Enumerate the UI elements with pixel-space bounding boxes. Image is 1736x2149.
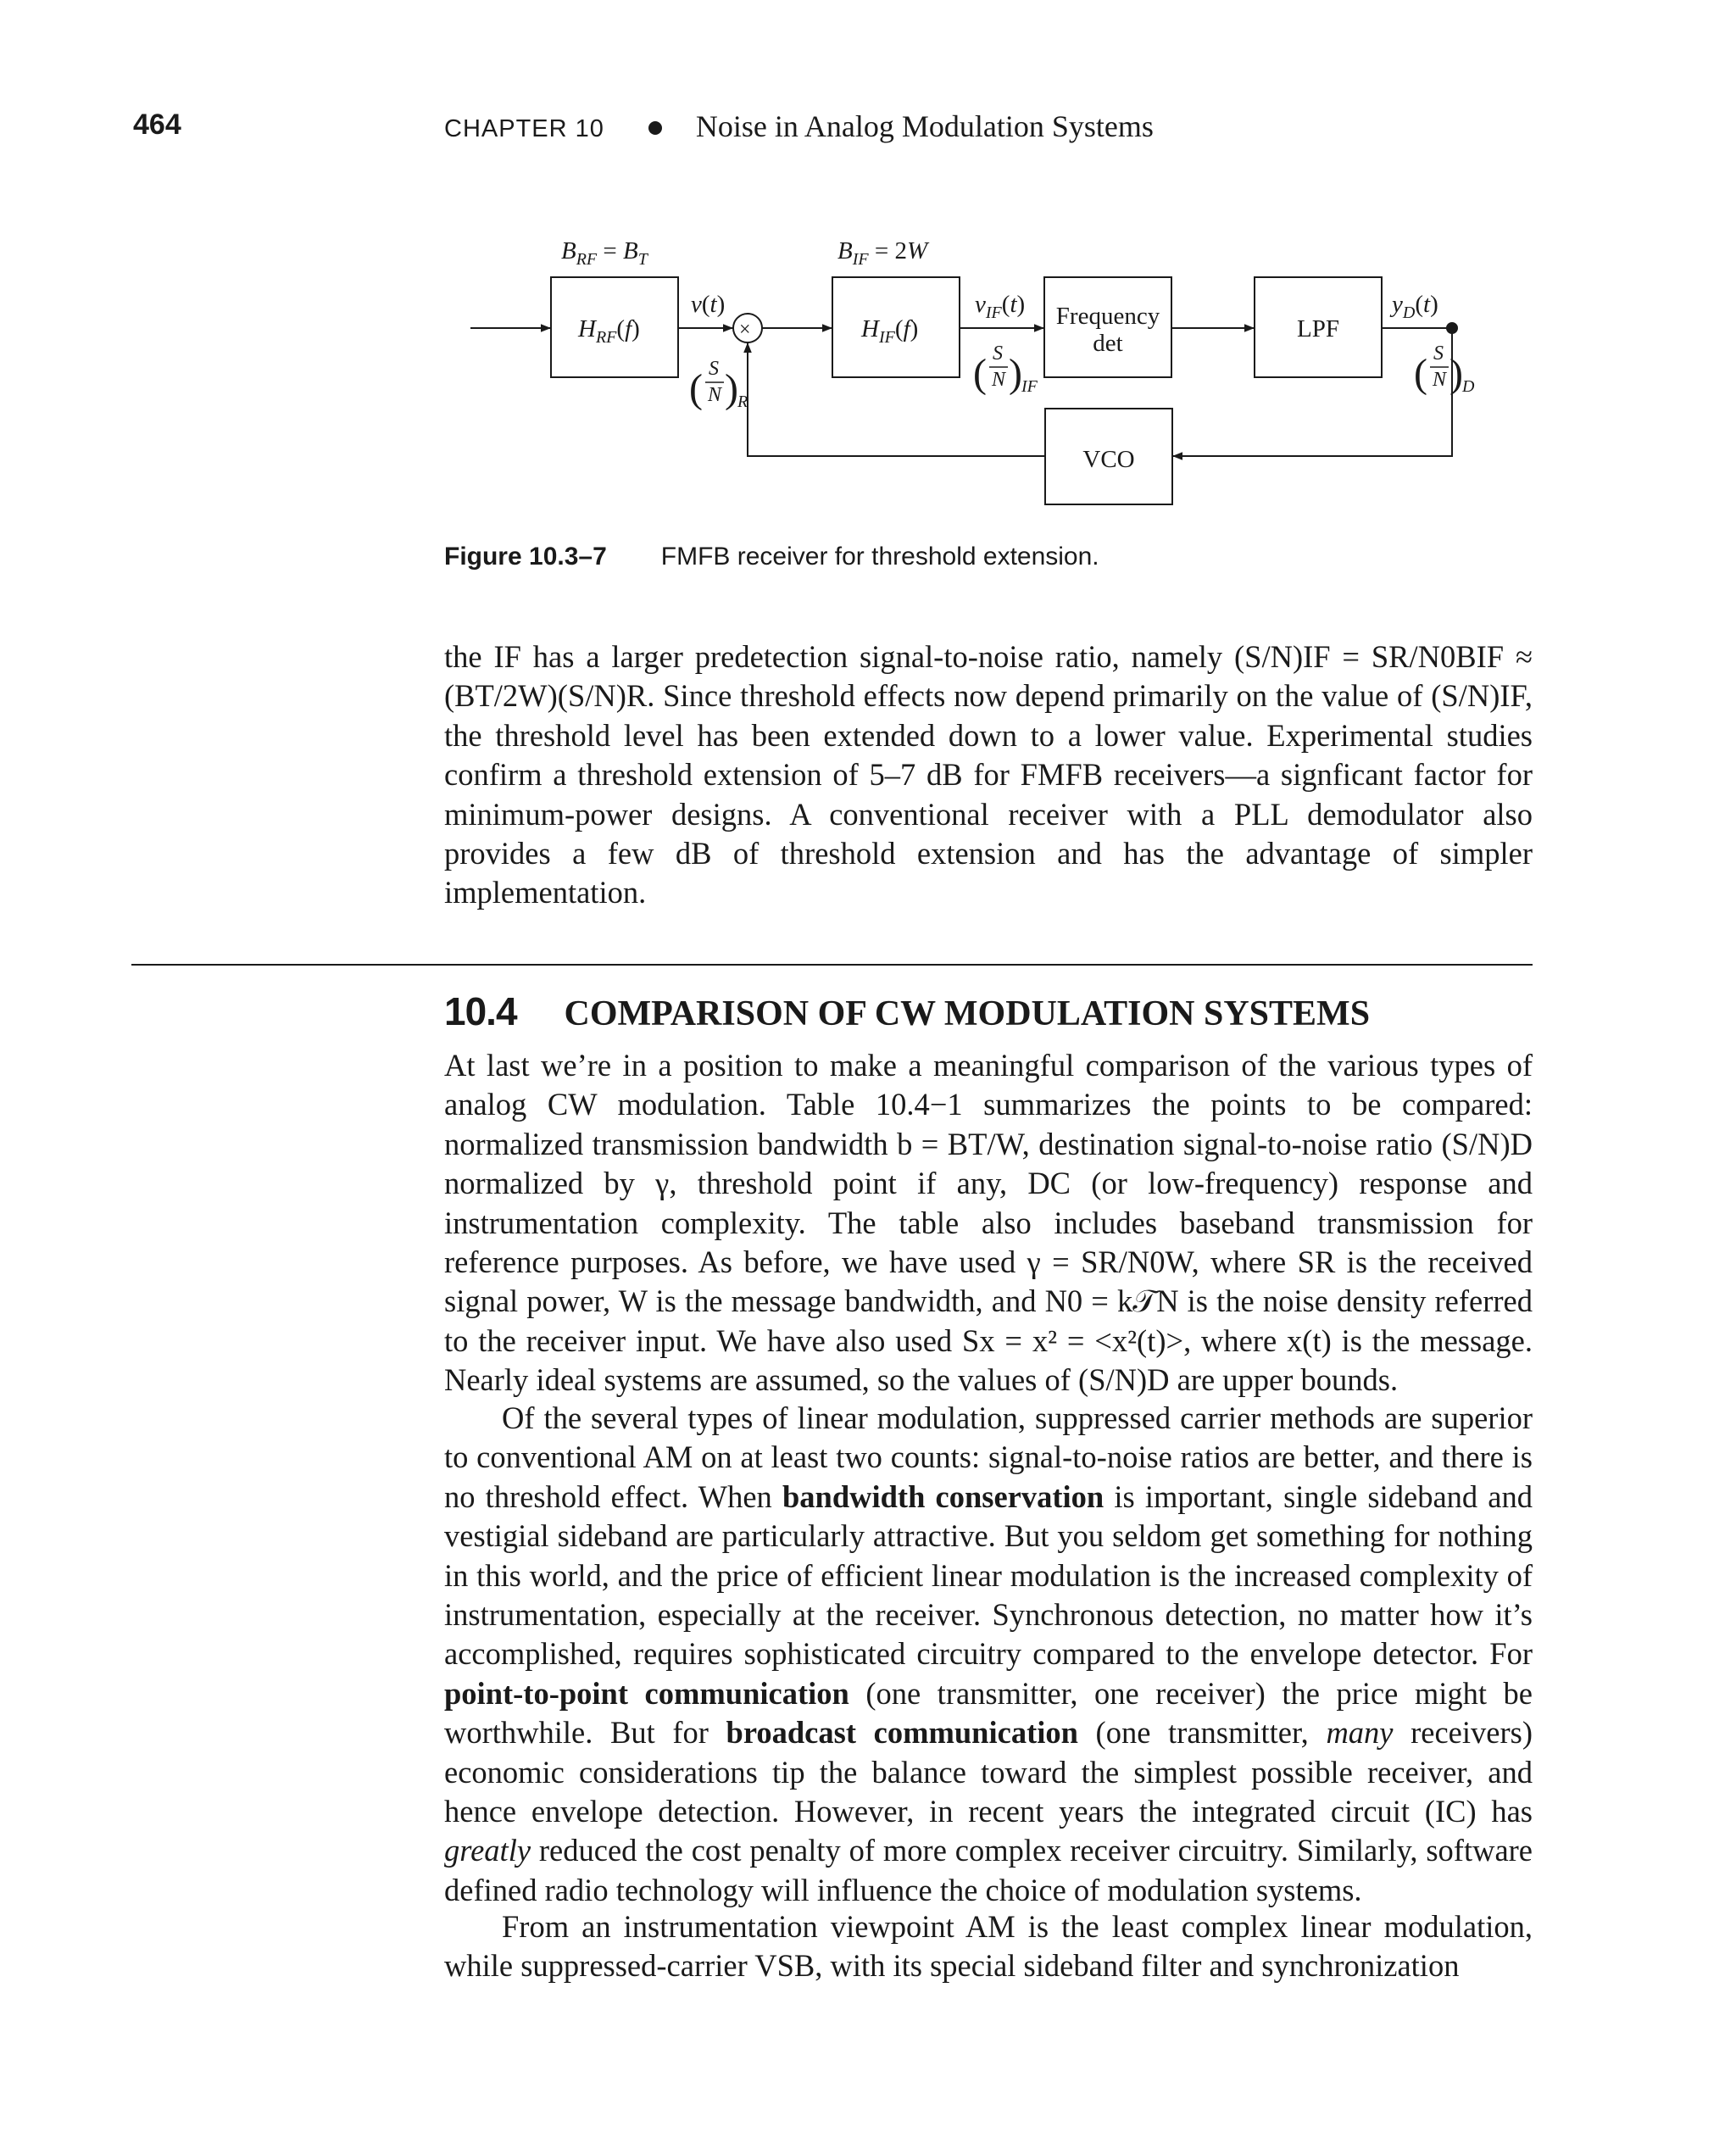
svg-text:S: S [993,342,1003,365]
fmfb-block-diagram [466,229,1534,517]
text-run: (one transmitter, [1095,1715,1309,1751]
svg-text:BIF = 2W: $B_{IF} = 2W$ [837,237,928,269]
svg-text:Frequency: Frequency [1055,303,1160,330]
snr-r-label [689,358,748,411]
intro-paragraph [444,637,1533,913]
svg-text:(: ( [689,366,703,411]
chapter-label: CHAPTER 10 [444,115,604,142]
text-run: is important, single sideband and vestigial sideband are particularly attractive. But you seldom get something for nothing in this world, and the price of efficient linear modulation is the increased complexity of instrumentation, especially at the receiver. Synchronous detection, no matter how it’s accomplished, requires sophisticated circuitry compared to the envelope detector. For [444,1478,1533,1672]
section-title: COMPARISON OF CW MODULATION SYSTEMS [564,994,1371,1033]
svg-text:vIF(t): $v_{IF}(t)$ [975,291,1026,322]
svg-text:N: N [1433,369,1447,391]
figure-caption [444,543,1099,571]
intro-sentence-1: the IF has a larger predetection signal-to-noise ratio, namely (S/N)IF = SR/N0BIF ≈ (BT/2W)(S/N)R. [444,639,1533,714]
section-sentence-2: The table also includes baseband transmission for reference purposes. As before, we have used γ = SR/N0W, where SR is the received signal power, W is the message bandwidth, and N0 = k𝒯N is the noise density referred to the receiver input. We have also used Sx = x² = <x²(t)>, where x(t) is the message. Nearly ideal systems are assumed, so the values of (S/N)D are upper bounds. [444,1205,1533,1398]
svg-text:S: S [709,358,719,380]
text-run: (one transmitter, one receiver) the price might be worthwhile. But for [444,1675,1533,1751]
page-number: 464 [133,109,181,141]
rf-filter-block [551,277,678,377]
chapter-title: Noise in Analog Modulation Systems [695,109,1154,143]
emphasis-many: many [1326,1715,1394,1751]
snr-if-label [973,342,1038,396]
section-sentence-1: At last we’re in a position to make a meaningful comparison of the various types of analog CW modulation. Table 10.4−1 summarizes the points to be compared: normalized transmission bandwidth b = BT/W, destination signal-to-noise ratio (S/N)D normalized by γ, threshold point if any, DC (or low-frequency) response and instrumentation complexity. [444,1048,1533,1240]
instrumentation-paragraph: From an instrumentation viewpoint AM is the least complex linear modulation, while suppressed-carrier VSB, with its special sideband filter and synchronization [444,1909,1533,1984]
text-run: receivers) economic considerations tip the balance toward the simplest possible receiver, and hence envelope detection. However, in recent years the integrated circuit (IC) has [444,1715,1533,1829]
svg-text:D: D [1462,377,1475,396]
svg-text:N: N [992,369,1006,391]
running-head [444,109,1154,144]
svg-text:BRF = BT: $B_{RF} = B_T$ [561,237,648,269]
svg-text:): ) [1009,351,1022,396]
svg-text:VCO: VCO [1082,446,1135,473]
emphasis-greatly: greatly [444,1833,531,1868]
svg-text:HIF(f): $H_{IF}(f)$ [861,315,919,347]
svg-text:(: ( [1414,351,1427,396]
figure-label: Figure 10.3–7 [444,543,607,571]
svg-text:IF: IF [1021,377,1038,396]
output-node [1446,322,1458,334]
svg-text:det: det [1093,330,1123,357]
svg-text:N: N [708,384,722,406]
section-heading [444,988,1370,1034]
bullet-separator [648,121,662,135]
svg-text:R: R [737,392,748,411]
svg-text:(: ( [973,351,987,396]
svg-text:yD(t): $y_D(t)$ [1392,291,1438,322]
svg-text:): ) [1449,351,1463,396]
svg-text:): ) [725,366,738,411]
term-point-to-point: point-to-point communication [444,1675,849,1711]
figure-caption-text: FMFB receiver for threshold extension. [660,543,1099,571]
section-number: 10.4 [444,989,517,1033]
section-paragraph [444,1046,1533,1400]
term-bandwidth-conservation: bandwidth conservation [782,1478,1104,1514]
text-run: Of the several types of linear modulation, suppressed carrier methods are superior to conventional AM on at least two counts: signal-to-noise ratios are better, and there is no threshold effect. When [444,1400,1533,1514]
text-run: reduced the cost penalty of more complex receiver circuitry. Similarly, software defined radio technology will influence the choice of modulation systems. [444,1833,1533,1907]
snr-d-label [1414,342,1475,396]
intro-sentence-2: Since threshold effects now depend primarily on the value of (S/N)IF, the threshold level has been extended down to a lower value. Experimental studies confirm a threshold extension of 5–7 dB for FMFB receivers—a signficant factor for minimum-power designs. A conventional receiver with a PLL demodulator also provides a few dB of threshold extension and has the advantage of simpler implementation. [444,678,1533,910]
svg-text:LPF: LPF [1297,315,1339,342]
svg-text:S: S [1433,342,1444,365]
svg-text:v(t): v(t) [691,291,726,318]
svg-text:HRF(f): $H_{RF}(f)$ [578,315,640,347]
linear-modulation-paragraph [444,1399,1533,1910]
svg-text:×: × [739,319,751,341]
term-broadcast: broadcast communication [726,1715,1078,1751]
section-rule [131,964,1533,966]
